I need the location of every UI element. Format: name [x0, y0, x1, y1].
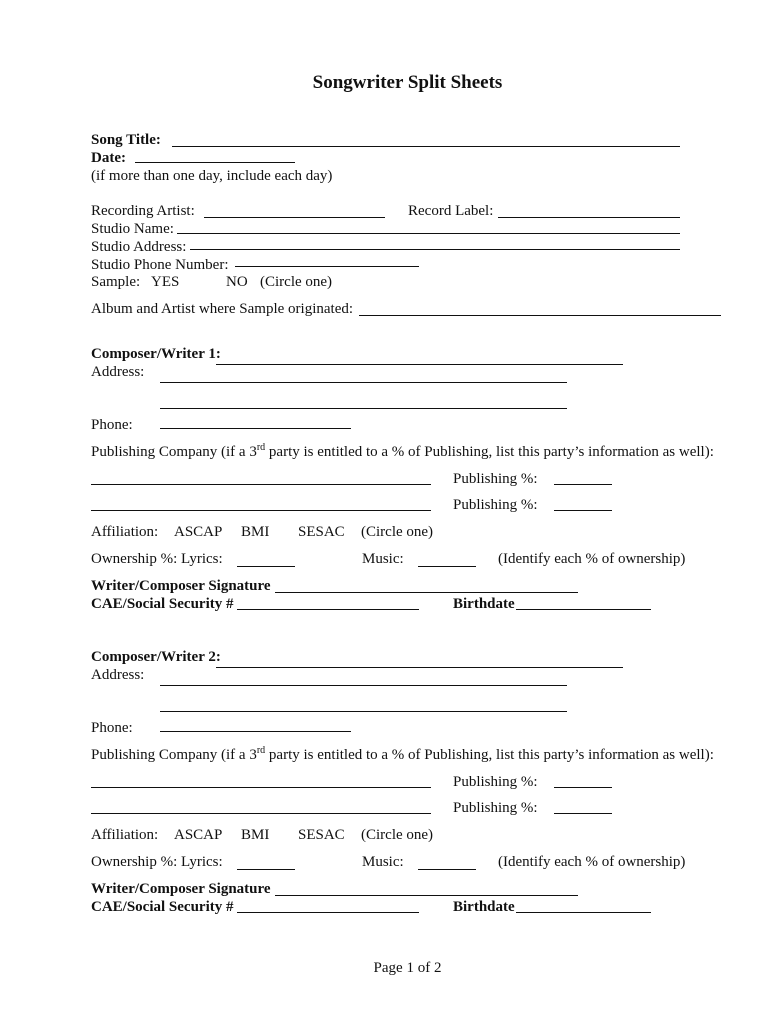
recording-artist-label: Recording Artist:: [91, 203, 195, 219]
sample-label: Sample:: [91, 274, 141, 290]
composer-2-affiliation-label: Affiliation:: [91, 827, 159, 843]
composer-2-phone-field[interactable]: [160, 731, 351, 732]
composer-2-ownership-lyrics-label: Ownership %: Lyrics:: [91, 854, 223, 870]
composer-1-ascap-option[interactable]: ASCAP: [174, 524, 223, 540]
composer-2-cae-field[interactable]: [237, 912, 419, 913]
composer-2-music-label: Music:: [362, 854, 404, 870]
composer-1-address-label: Address:: [91, 364, 145, 380]
composer-2-lyrics-pct-field[interactable]: [237, 869, 295, 870]
composer-2-address-label: Address:: [91, 667, 145, 683]
composer-1-address-line-1[interactable]: [160, 382, 567, 383]
composer-2-birthdate-field[interactable]: [516, 912, 651, 913]
composer-1-signature-label: Writer/Composer Signature: [91, 578, 271, 594]
composer-1-ownership-lyrics-label: Ownership %: Lyrics:: [91, 551, 223, 567]
composer-1-name-field[interactable]: [216, 364, 623, 365]
page-number: Page 1 of 2: [373, 960, 442, 976]
composer-2-birthdate-label: Birthdate: [453, 899, 515, 915]
sample-origin-label: Album and Artist where Sample originated:: [91, 301, 354, 317]
date-note: (if more than one day, include each day): [91, 168, 333, 184]
composer-1-phone-field[interactable]: [160, 428, 351, 429]
composer-2-publishing-pct-label-1: Publishing %:: [453, 774, 538, 790]
composer-1-bmi-option[interactable]: BMI: [241, 524, 270, 540]
studio-name-field[interactable]: [177, 233, 680, 234]
composer-1-publishing-company-field-1[interactable]: [91, 484, 431, 485]
studio-phone-field[interactable]: [235, 266, 419, 267]
composer-1-music-label: Music:: [362, 551, 404, 567]
studio-address-label: Studio Address:: [91, 239, 187, 255]
composer-2-identify-note: (Identify each % of ownership): [498, 854, 686, 870]
studio-name-label: Studio Name:: [91, 221, 174, 237]
composer-1-circle-one-note: (Circle one): [361, 524, 434, 540]
composer-2-address-line-2[interactable]: [160, 711, 567, 712]
composer-2-publishing-company-field-2[interactable]: [91, 813, 431, 814]
composer-2-phone-label: Phone:: [91, 720, 133, 736]
composer-1-cae-label: CAE/Social Security #: [91, 596, 234, 612]
composer-1-music-pct-field[interactable]: [418, 566, 476, 567]
date-label: Date:: [91, 150, 126, 166]
composer-1-birthdate-label: Birthdate: [453, 596, 515, 612]
composer-2-address-line-1[interactable]: [160, 685, 567, 686]
composer-1-identify-note: (Identify each % of ownership): [498, 551, 686, 567]
song-title-label: Song Title:: [91, 132, 161, 148]
composer-1-publishing-pct-label-1: Publishing %:: [453, 471, 538, 487]
composer-2-bmi-option[interactable]: BMI: [241, 827, 270, 843]
record-label-label: Record Label:: [408, 203, 494, 219]
song-title-field[interactable]: [172, 146, 680, 147]
studio-address-field[interactable]: [190, 249, 680, 250]
composer-1-lyrics-pct-field[interactable]: [237, 566, 295, 567]
composer-1-publishing-pct-label-2: Publishing %:: [453, 497, 538, 513]
composer-1-cae-field[interactable]: [237, 609, 419, 610]
composer-1-publishing-pct-field-1[interactable]: [554, 484, 612, 485]
composer-2-heading: Composer/Writer 2:: [91, 649, 221, 665]
composer-2-cae-label: CAE/Social Security #: [91, 899, 234, 915]
composer-1-sesac-option[interactable]: SESAC: [298, 524, 345, 540]
page-title: Songwriter Split Sheets: [312, 72, 503, 93]
composer-2-sesac-option[interactable]: SESAC: [298, 827, 345, 843]
composer-1-birthdate-field[interactable]: [516, 609, 651, 610]
composer-1-address-line-2[interactable]: [160, 408, 567, 409]
composer-1-phone-label: Phone:: [91, 417, 133, 433]
sample-no-option[interactable]: NO: [226, 274, 248, 290]
sample-origin-field[interactable]: [359, 315, 721, 316]
composer-2-publishing-pct-field-2[interactable]: [554, 813, 612, 814]
composer-1-signature-field[interactable]: [275, 592, 578, 593]
sample-circle-one-note: (Circle one): [260, 274, 333, 290]
date-field[interactable]: [135, 162, 295, 163]
composer-1-heading: Composer/Writer 1:: [91, 346, 221, 362]
composer-1-publishing-pct-field-2[interactable]: [554, 510, 612, 511]
composer-1-publishing-company-label: Publishing Company (if a 3rd party is entitled to a % of Publishing, list this party’s information as well):: [91, 442, 714, 460]
composer-2-signature-label: Writer/Composer Signature: [91, 881, 271, 897]
composer-1-publishing-company-field-2[interactable]: [91, 510, 431, 511]
composer-2-signature-field[interactable]: [275, 895, 578, 896]
studio-phone-label: Studio Phone Number:: [91, 257, 229, 273]
composer-1-affiliation-label: Affiliation:: [91, 524, 159, 540]
composer-2-publishing-pct-field-1[interactable]: [554, 787, 612, 788]
composer-2-circle-one-note: (Circle one): [361, 827, 434, 843]
recording-artist-field[interactable]: [204, 217, 385, 218]
composer-2-name-field[interactable]: [216, 667, 623, 668]
composer-2-publishing-pct-label-2: Publishing %:: [453, 800, 538, 816]
composer-2-music-pct-field[interactable]: [418, 869, 476, 870]
composer-2-publishing-company-label: Publishing Company (if a 3rd party is entitled to a % of Publishing, list this party’s information as well):: [91, 745, 714, 763]
composer-2-ascap-option[interactable]: ASCAP: [174, 827, 223, 843]
composer-2-publishing-company-field-1[interactable]: [91, 787, 431, 788]
sample-yes-option[interactable]: YES: [151, 274, 180, 290]
record-label-field[interactable]: [498, 217, 680, 218]
